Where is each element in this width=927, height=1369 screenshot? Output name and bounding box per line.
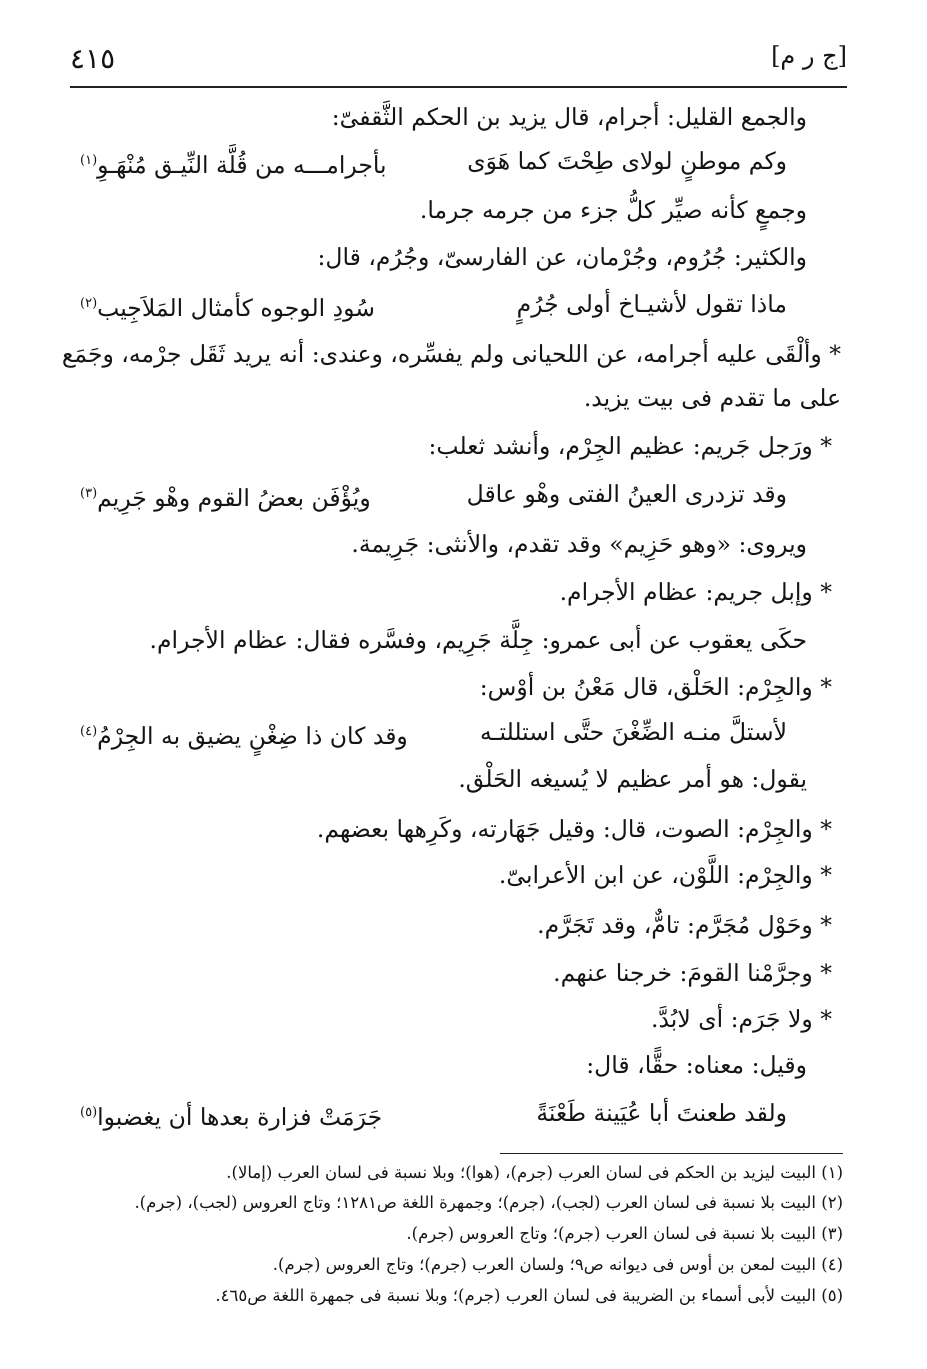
- text-line: وقيل: معناه: حقًّا، قال:: [586, 1051, 807, 1079]
- footnote-marker: (٤): [80, 724, 98, 739]
- text-line: * والجِرْم: الصوت، قال: وقيل جَهَارته، وكَرِهها بعضهم.: [316, 815, 832, 843]
- page-number: ٤١٥: [70, 42, 116, 75]
- footnote-marker: (٥): [80, 1105, 98, 1120]
- verse-second-hemistich: [80, 1096, 382, 1134]
- footnote-marker: (١): [80, 153, 98, 168]
- verse-second-hemistich-text: ويُؤْفَن بعضُ القوم وهْو جَرِيم: [97, 483, 371, 512]
- text-line: * والجِرْم: اللَّوْن، عن ابن الأعرابىّ.: [498, 861, 832, 889]
- footnote-marker: (٢): [80, 296, 98, 311]
- text-line: * وجرَّمْنا القومَ: خرجنا عنهم.: [553, 959, 832, 987]
- footnote: (٢) البيت بلا نسبة فى لسان العرب (لجب)، (جرم)؛ وجمهرة اللغة ص١٢٨١؛ وتاج العروس (لجب)، (جرم).: [134, 1193, 843, 1212]
- footnote-divider: [500, 1153, 843, 1154]
- verse-line: [80, 715, 787, 753]
- text-line: * وحَوْل مُجَرَّم: تامٌّ، وقد تَجَرَّم.: [537, 911, 832, 939]
- text-line: * ولا جَرَم: أى لابُدَّ.: [650, 1005, 832, 1033]
- footnote-marker: (٣): [80, 486, 98, 501]
- verse-line: [80, 144, 787, 182]
- verse-first-hemistich: وقد تزدرى العينُ الفتى وهْو عاقل: [466, 480, 787, 508]
- text-line: حكَى يعقوب عن أبى عمرو: جِلَّة جَرِيم، وفسَّره فقال: عظام الأجرام.: [149, 626, 807, 654]
- verse-second-hemistich-text: جَرَمَتْ فزارة بعدها أن يغضبوا: [97, 1102, 383, 1131]
- verse-second-hemistich-text: وقد كان ذا ضِغْنٍ يضيق به الجِرْمُ: [97, 721, 408, 750]
- verse-first-hemistich: وكم موطنٍ لولاى طِحْتَ كما هَوَى: [467, 147, 787, 175]
- footnote: (٣) البيت بلا نسبة فى لسان العرب (جرم)؛ وتاج العروس (جرم).: [406, 1224, 843, 1243]
- verse-line: [80, 287, 787, 325]
- verse-second-hemistich: [80, 287, 375, 325]
- verse-second-hemistich: [80, 144, 387, 182]
- verse-second-hemistich-text: سُودِ الوجوه كأمثال المَلاَجِيب: [97, 293, 375, 322]
- text-line: والجمع القليل: أجرام، قال يزيد بن الحكم الثَّقفىّ:: [331, 103, 807, 131]
- footnote: (٥) البيت لأبى أسماء بن الضريبة فى لسان العرب (جرم)؛ وبلا نسبة فى جمهرة اللغة ص٤٦٥.: [215, 1286, 843, 1305]
- text-line: * وألْقَى عليه أجرامه، عن اللحيانى ولم يفسِّره، وعندى: أنه يريد ثَقَل جرْمه، وجَمَع: [61, 340, 841, 368]
- verse-first-hemistich: لأستلَّ منـه الضِّغْنَ حتَّى استللتـه: [480, 718, 787, 746]
- verse-line: [80, 477, 787, 515]
- verse-second-hemistich: [80, 477, 371, 515]
- text-line: * والجِرْم: الحَلْق، قال مَعْنُ بن أوْس:: [479, 673, 832, 701]
- footnote: (٤) البيت لمعن بن أوس فى ديوانه ص٩؛ ولسان العرب (جرم)؛ وتاج العروس (جرم).: [272, 1255, 843, 1274]
- verse-line: [80, 1096, 787, 1134]
- root-heading: [ج ر م]: [771, 42, 847, 70]
- verse-first-hemistich: ماذا تقول لأشيـاخ أولى جُرُمٍ: [516, 290, 787, 318]
- text-line: * وإبل جريم: عظام الأجرام.: [559, 578, 832, 606]
- text-line: وجمعٍ كأنه صيِّر كلُّ جزء من جرمه جرما.: [419, 196, 807, 224]
- page-header: [70, 42, 847, 82]
- text-line: على ما تقدم فى بيت يزيد.: [583, 384, 841, 412]
- verse-first-hemistich: ولقد طعنتَ أبا عُيَينة طَعْنَةً: [536, 1099, 787, 1127]
- text-line: ويروى: «وهو حَزِيم» وقد تقدم، والأنثى: جَرِيمة.: [351, 530, 807, 558]
- verse-second-hemistich-text: بأجرامـــه من قُلَّة النِّيـق مُنْهَـوِ: [97, 150, 387, 179]
- header-divider: [70, 86, 847, 88]
- text-line: والكثير: جُرُوم، وجُرْمان، عن الفارسىّ، وجُرُم، قال:: [317, 243, 807, 271]
- text-line: * ورَجل جَريم: عظيم الجِرْم، وأنشد ثعلب:: [428, 432, 832, 460]
- footnote: (١) البيت ليزيد بن الحكم فى لسان العرب (جرم)، (هوا)؛ وبلا نسبة فى لسان العرب (إمالا).: [226, 1163, 843, 1182]
- text-line: يقول: هو أمر عظيم لا يُسيغه الحَلْق.: [458, 765, 807, 793]
- verse-second-hemistich: [80, 715, 408, 753]
